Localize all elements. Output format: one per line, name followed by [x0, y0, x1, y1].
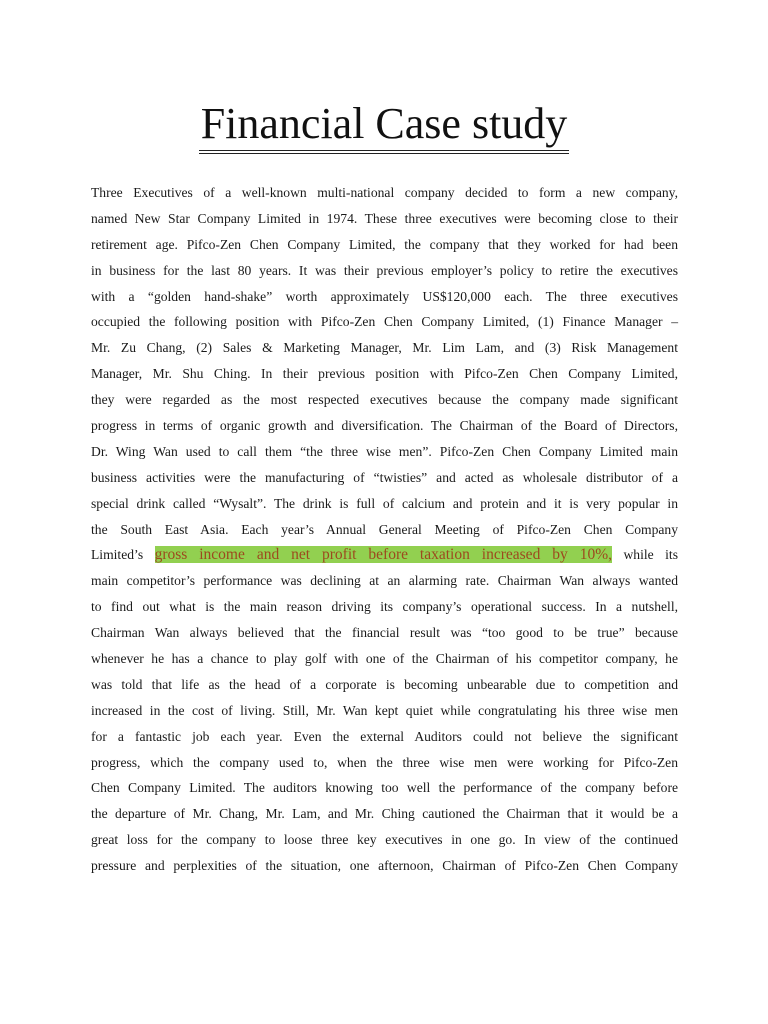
text-line: Chairman Wan always believed that the financial result was “too good to be true” because	[91, 625, 678, 641]
text-line: great loss for the company to loose three key executives in one go. In view of the continued	[91, 832, 678, 848]
text-line: Three Executives of a well-known multi-national company decided to form a new company,	[91, 185, 678, 200]
text-line: Chen Company Limited. The auditors knowing too well the performance of the company before	[91, 780, 678, 796]
text-after-highlight: while its	[623, 547, 678, 563]
text-line: with a “golden hand-shake” worth approximately US$120,000 each. The three executives	[91, 288, 678, 304]
text-line: business activities were the manufacturing of “twisties” and acted as wholesale distributor of a	[91, 469, 678, 485]
text-line: for a fantastic job each year. Even the external Auditors could not believe the significant	[91, 728, 678, 744]
text-line: whenever he has a chance to play golf with one of the Chairman of his competitor company, he	[91, 651, 678, 667]
highlighted-text: gross income and net profit before taxation increased by 10%,	[154, 546, 612, 564]
text-line: occupied the following position with Pifco-Zen Chen Company Limited, (1) Finance Manager –	[91, 314, 678, 330]
text-line: in business for the last 80 years. It was their previous employer’s policy to retire the executives	[91, 262, 678, 278]
title-container	[0, 98, 768, 154]
text-line: special drink called “Wysalt”. The drink is full of calcium and protein and it is very popular in	[91, 495, 678, 511]
text-line: Manager, Mr. Shu Ching. In their previous position with Pifco-Zen Chen Company Limited,	[91, 366, 678, 382]
text-line: the South East Asia. Each year’s Annual General Meeting of Pifco-Zen Chen Company	[91, 521, 678, 537]
text-line: progress in terms of organic growth and diversification. The Chairman of the Board of Directors,	[91, 418, 678, 434]
text-line: the departure of Mr. Chang, Mr. Lam, and Mr. Ching cautioned the Chairman that it would be a	[91, 806, 678, 822]
text-line: was told that life as the head of a corporate is becoming unbearable due to competition and	[91, 676, 678, 692]
text-line: Mr. Zu Chang, (2) Sales & Marketing Manager, Mr. Lim Lam, and (3) Risk Management	[91, 340, 678, 356]
text-before-highlight: Limited’s	[91, 547, 144, 563]
text-line: progress, which the company used to, when the three wise men were working for Pifco-Zen	[91, 754, 678, 770]
text-line: they were regarded as the most respected executives because the company made significant	[91, 392, 678, 408]
text-line: retirement age. Pifco-Zen Chen Company Limited, the company that they worked for had been	[91, 236, 678, 252]
text-line: named New Star Company Limited in 1974. These three executives were becoming close to their	[91, 210, 678, 226]
text-line: pressure and perplexities of the situation, one afternoon, Chairman of Pifco-Zen Chen Company	[91, 858, 678, 874]
text-line: Dr. Wing Wan used to call them “the three wise men”. Pifco-Zen Chen Company Limited main	[91, 443, 678, 459]
body-paragraph	[91, 180, 678, 879]
document-title: Financial Case study	[199, 98, 570, 154]
text-line: main competitor’s performance was declining at an alarming rate. Chairman Wan always wanted	[91, 573, 678, 589]
highlighted-text-line	[91, 542, 678, 568]
text-line: increased in the cost of living. Still, Mr. Wan kept quiet while congratulating his three wise men	[91, 702, 678, 718]
text-line: to find out what is the main reason driving its company’s operational success. In a nutshell,	[91, 599, 678, 615]
